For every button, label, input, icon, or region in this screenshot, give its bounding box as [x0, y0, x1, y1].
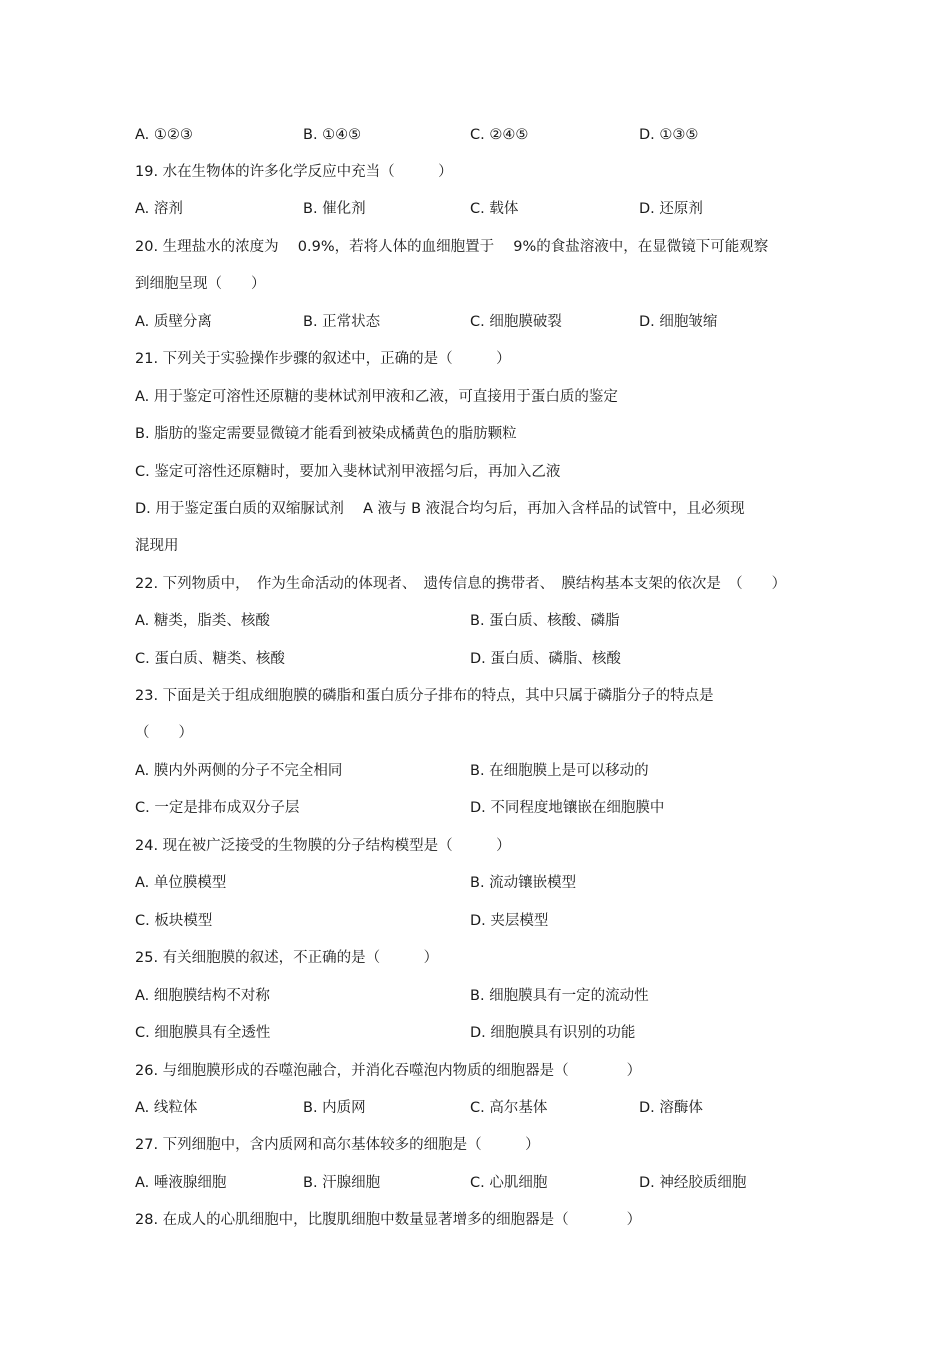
option-a: A. 溶剂 — [135, 201, 183, 217]
question-26-stem — [0, 1060, 950, 1082]
option-b: B. 内质网 — [303, 1100, 366, 1116]
question-19-stem — [0, 161, 950, 183]
question-23-stem-cont — [0, 722, 950, 744]
question-25-options-ab — [0, 985, 950, 1007]
question-24-options-cd — [0, 910, 950, 932]
question-22-options-cd — [0, 648, 950, 670]
option-a: A. 线粒体 — [135, 1100, 198, 1116]
option-a: A. 质壁分离 — [135, 314, 212, 330]
option-c: C. 鉴定可溶性还原糖时，要加入斐林试剂甲液摇匀后，再加入乙液 — [135, 464, 561, 480]
option-a: A. 用于鉴定可溶性还原糖的斐林试剂甲液和乙液，可直接用于蛋白质的鉴定 — [135, 389, 618, 405]
question-20-stem-cont — [0, 273, 950, 295]
option-b: B. ①④⑤ — [303, 127, 362, 143]
option-c: C. 高尔基体 — [470, 1100, 548, 1116]
question-text: 28. 在成人的心肌细胞中，比腹肌细胞中数量显著增多的细胞器是（ ） — [135, 1212, 642, 1228]
question-23-options-cd — [0, 797, 950, 819]
option-d: D. 还原剂 — [639, 201, 703, 217]
option-d-continued: 混现用 — [135, 538, 179, 554]
option-a: A. 单位膜模型 — [135, 875, 227, 891]
option-c: C. ②④⑤ — [470, 127, 529, 143]
question-22-options-ab — [0, 610, 950, 632]
question-text: 27. 下列细胞中，含内质网和高尔基体较多的细胞是（ ） — [135, 1137, 540, 1153]
option-a: A. 细胞膜结构不对称 — [135, 988, 270, 1004]
question-23-options-ab — [0, 760, 950, 782]
option-d: D. ①③⑤ — [639, 127, 699, 143]
option-a: A. 糖类，脂类、核酸 — [135, 613, 270, 629]
question-27-stem — [0, 1134, 950, 1156]
question-24-options-ab — [0, 872, 950, 894]
option-d: D. 细胞皱缩 — [639, 314, 718, 330]
question-26-options — [0, 1097, 950, 1119]
question-text: 20. 生理盐水的浓度为 0.9%，若将人体的血细胞置于 9%的食盐溶液中，在显微镜下可能观察 — [135, 239, 769, 255]
option-c: C. 心肌细胞 — [470, 1175, 548, 1191]
question-23-stem — [0, 685, 950, 707]
option-b: B. 细胞膜具有一定的流动性 — [470, 988, 649, 1004]
option-d: D. 夹层模型 — [470, 913, 549, 929]
question-text: 25. 有关细胞膜的叙述，不正确的是（ ） — [135, 950, 439, 966]
question-21-stem — [0, 348, 950, 370]
question-18-options — [0, 124, 950, 146]
question-22-stem — [0, 573, 950, 595]
question-20-options — [0, 311, 950, 333]
question-21-option-d-cont — [0, 535, 950, 557]
option-a: A. 膜内外两侧的分子不完全相同 — [135, 763, 343, 779]
option-c: C. 蛋白质、糖类、核酸 — [135, 651, 285, 667]
option-b: B. 蛋白质、核酸、磷脂 — [470, 613, 620, 629]
question-text: 26. 与细胞膜形成的吞噬泡融合，并消化吞噬泡内物质的细胞器是（ ） — [135, 1063, 642, 1079]
option-d: D. 用于鉴定蛋白质的双缩脲试剂 A 液与 B 液混合均匀后，再加入含样品的试管中，且必须现 — [135, 501, 745, 517]
question-25-stem — [0, 947, 950, 969]
option-d: D. 溶酶体 — [639, 1100, 703, 1116]
question-21-option-c — [0, 461, 950, 483]
option-a: A. 唾液腺细胞 — [135, 1175, 227, 1191]
question-24-stem — [0, 835, 950, 857]
option-c: C. 细胞膜具有全透性 — [135, 1025, 271, 1041]
option-b: B. 脂肪的鉴定需要显微镜才能看到被染成橘黄色的脂肪颗粒 — [135, 426, 517, 442]
question-21-option-d — [0, 498, 950, 520]
option-c: C. 载体 — [470, 201, 519, 217]
question-text: （ ） — [135, 725, 193, 741]
question-text: 19. 水在生物体的许多化学反应中充当（ ） — [135, 164, 453, 180]
option-d: D. 细胞膜具有识别的功能 — [470, 1025, 636, 1041]
option-d: D. 神经胶质细胞 — [639, 1175, 747, 1191]
option-c: C. 板块模型 — [135, 913, 213, 929]
question-25-options-cd — [0, 1022, 950, 1044]
question-21-option-b — [0, 423, 950, 445]
question-19-options — [0, 198, 950, 220]
option-d: D. 蛋白质、磷脂、核酸 — [470, 651, 621, 667]
option-b: B. 催化剂 — [303, 201, 366, 217]
option-d: D. 不同程度地镶嵌在细胞膜中 — [470, 800, 665, 816]
question-text: 22. 下列物质中， 作为生命活动的体现者、 遗传信息的携带者、 膜结构基本支架的依次是 （ ） — [135, 576, 787, 592]
question-27-options — [0, 1172, 950, 1194]
question-text: 23. 下面是关于组成细胞膜的磷脂和蛋白质分子排布的特点，其中只属于磷脂分子的特点是 — [135, 688, 714, 704]
question-text: 21. 下列关于实验操作步骤的叙述中，正确的是（ ） — [135, 351, 511, 367]
question-text: 24. 现在被广泛接受的生物膜的分子结构模型是（ ） — [135, 838, 511, 854]
question-21-option-a — [0, 386, 950, 408]
question-20-stem — [0, 236, 950, 258]
question-text: 到细胞呈现（ ） — [135, 276, 266, 292]
option-b: B. 流动镶嵌模型 — [470, 875, 577, 891]
option-b: B. 汗腺细胞 — [303, 1175, 381, 1191]
option-b: B. 在细胞膜上是可以移动的 — [470, 763, 649, 779]
option-a: A. ①②③ — [135, 127, 193, 143]
option-c: C. 一定是排布成双分子层 — [135, 800, 300, 816]
option-c: C. 细胞膜破裂 — [470, 314, 562, 330]
option-b: B. 正常状态 — [303, 314, 381, 330]
question-28-stem — [0, 1209, 950, 1231]
